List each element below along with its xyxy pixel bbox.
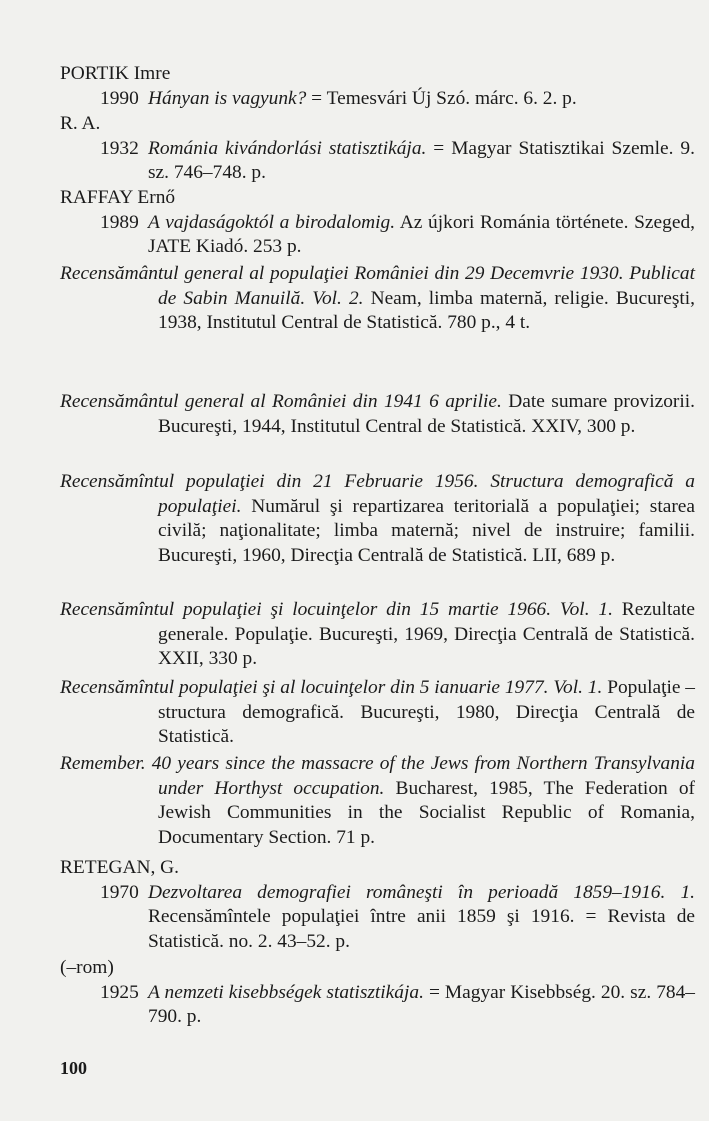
entry-title: Románia kivándorlási statisztikája. (148, 137, 427, 159)
entry-details: = Magyar Kisebbség. 20. sz. 784–790. p. (148, 981, 695, 1028)
entry-title: Recensămîntul populaţiei şi al locuinţelor din 5 ianuarie 1977. Vol. 1. (60, 677, 603, 698)
bibliography-entry (60, 262, 699, 336)
entry-details: Date sumare provizorii. Bucureşti, 1944, Institutul Central de Statistică. XXIV, 300 p. (158, 391, 695, 437)
entry-author: RAFFAY Ernő (60, 187, 176, 208)
entry-details: Populaţie – structura demografică. Bucureşti, 1980, Direcţia Centrală de Statistică. (158, 677, 695, 748)
entry-details: = Temesvári Új Szó. márc. 6. 2. p. (306, 87, 577, 109)
entry-title: Recensămîntul populaţiei şi locuinţelor din 15 martie 1966. Vol. 1. (60, 599, 613, 620)
entry-author: PORTIK Imre (60, 63, 171, 84)
bibliography-entry (60, 186, 699, 260)
entry-title: Recensământul general al populaţiei României din 29 Decemvrie 1930. Publicat de Sabin Manuilă. Vol. 2. (60, 263, 695, 309)
entry-year: 1925 (100, 981, 139, 1003)
entry-details: Rezultate generale. Populaţie. Bucureşti, 1969, Direcţia Centrală de Statistică. XXII, 330 p. (158, 599, 695, 670)
entry-title: A nemzeti kisebbségek statisztikája. (148, 981, 424, 1003)
entry-author: RETEGAN, G. (60, 857, 180, 878)
entry-details: Recensămîntele populaţiei între anii 1859 şi 1916. = Revista de Statistică. no. 2. 43–52. p. (148, 906, 695, 953)
entry-author: (–rom) (60, 957, 114, 978)
entry-title: Recensământul general al României din 1941 6 aprilie. (60, 391, 502, 412)
bibliography-entry (60, 598, 699, 672)
entry-title: A vajdaságoktól a birodalomig. (148, 211, 396, 233)
entry-author: R. A. (60, 113, 101, 134)
entry-title: Recensămîntul populaţiei din 21 Februarie 1956. Structura demografică a populaţiei. (60, 471, 695, 517)
bibliography-entry (60, 956, 699, 1030)
bibliography-entry (60, 856, 699, 955)
entry-details: Az újkori Románia története. Szeged, JATE Kiadó. 253 p. (148, 211, 695, 258)
entry-details: Bucharest, 1985, The Federation of Jewish Communities in the Socialist Republic of Romania, Documentary Section. 71 p. (158, 777, 695, 849)
entry-title: Dezvoltarea demografiei româneşti în perioadă 1859–1916. 1. (148, 881, 695, 903)
page-number: 100 (60, 1058, 87, 1078)
bibliography-entry (60, 390, 699, 439)
entry-year: 1989 (100, 211, 139, 233)
entry-title: Remember. 40 years since the massacre of the Jews from Northern Transylvania under Horthyst occupation. (60, 753, 695, 799)
bibliography-entry (60, 62, 699, 111)
bibliography-entry (60, 112, 699, 186)
entry-year: 1990 (100, 87, 139, 109)
bibliography-entry (60, 752, 699, 851)
entry-details: Neam, limba maternă, religie. Bucureşti, 1938, Institutul Central de Statistică. 780 p., 4 t. (158, 287, 696, 334)
bibliography-entry (60, 676, 699, 750)
bibliography-entry (60, 470, 699, 569)
entry-year: 1932 (100, 137, 139, 159)
entry-details: = Magyar Statisztikai Szemle. 9. sz. 746–748. p. (148, 137, 695, 184)
entry-year: 1970 (100, 881, 139, 903)
entry-title: Hányan is vagyunk? (148, 87, 307, 109)
entry-details: Numărul şi repartizarea teritorială a populaţiei; starea civilă; naţionalitate; limba maternă; nivel de instruire; familii. Bucureşti, 1960, Direcţia Centrală de Statistică. LII, 689 p. (158, 495, 695, 567)
